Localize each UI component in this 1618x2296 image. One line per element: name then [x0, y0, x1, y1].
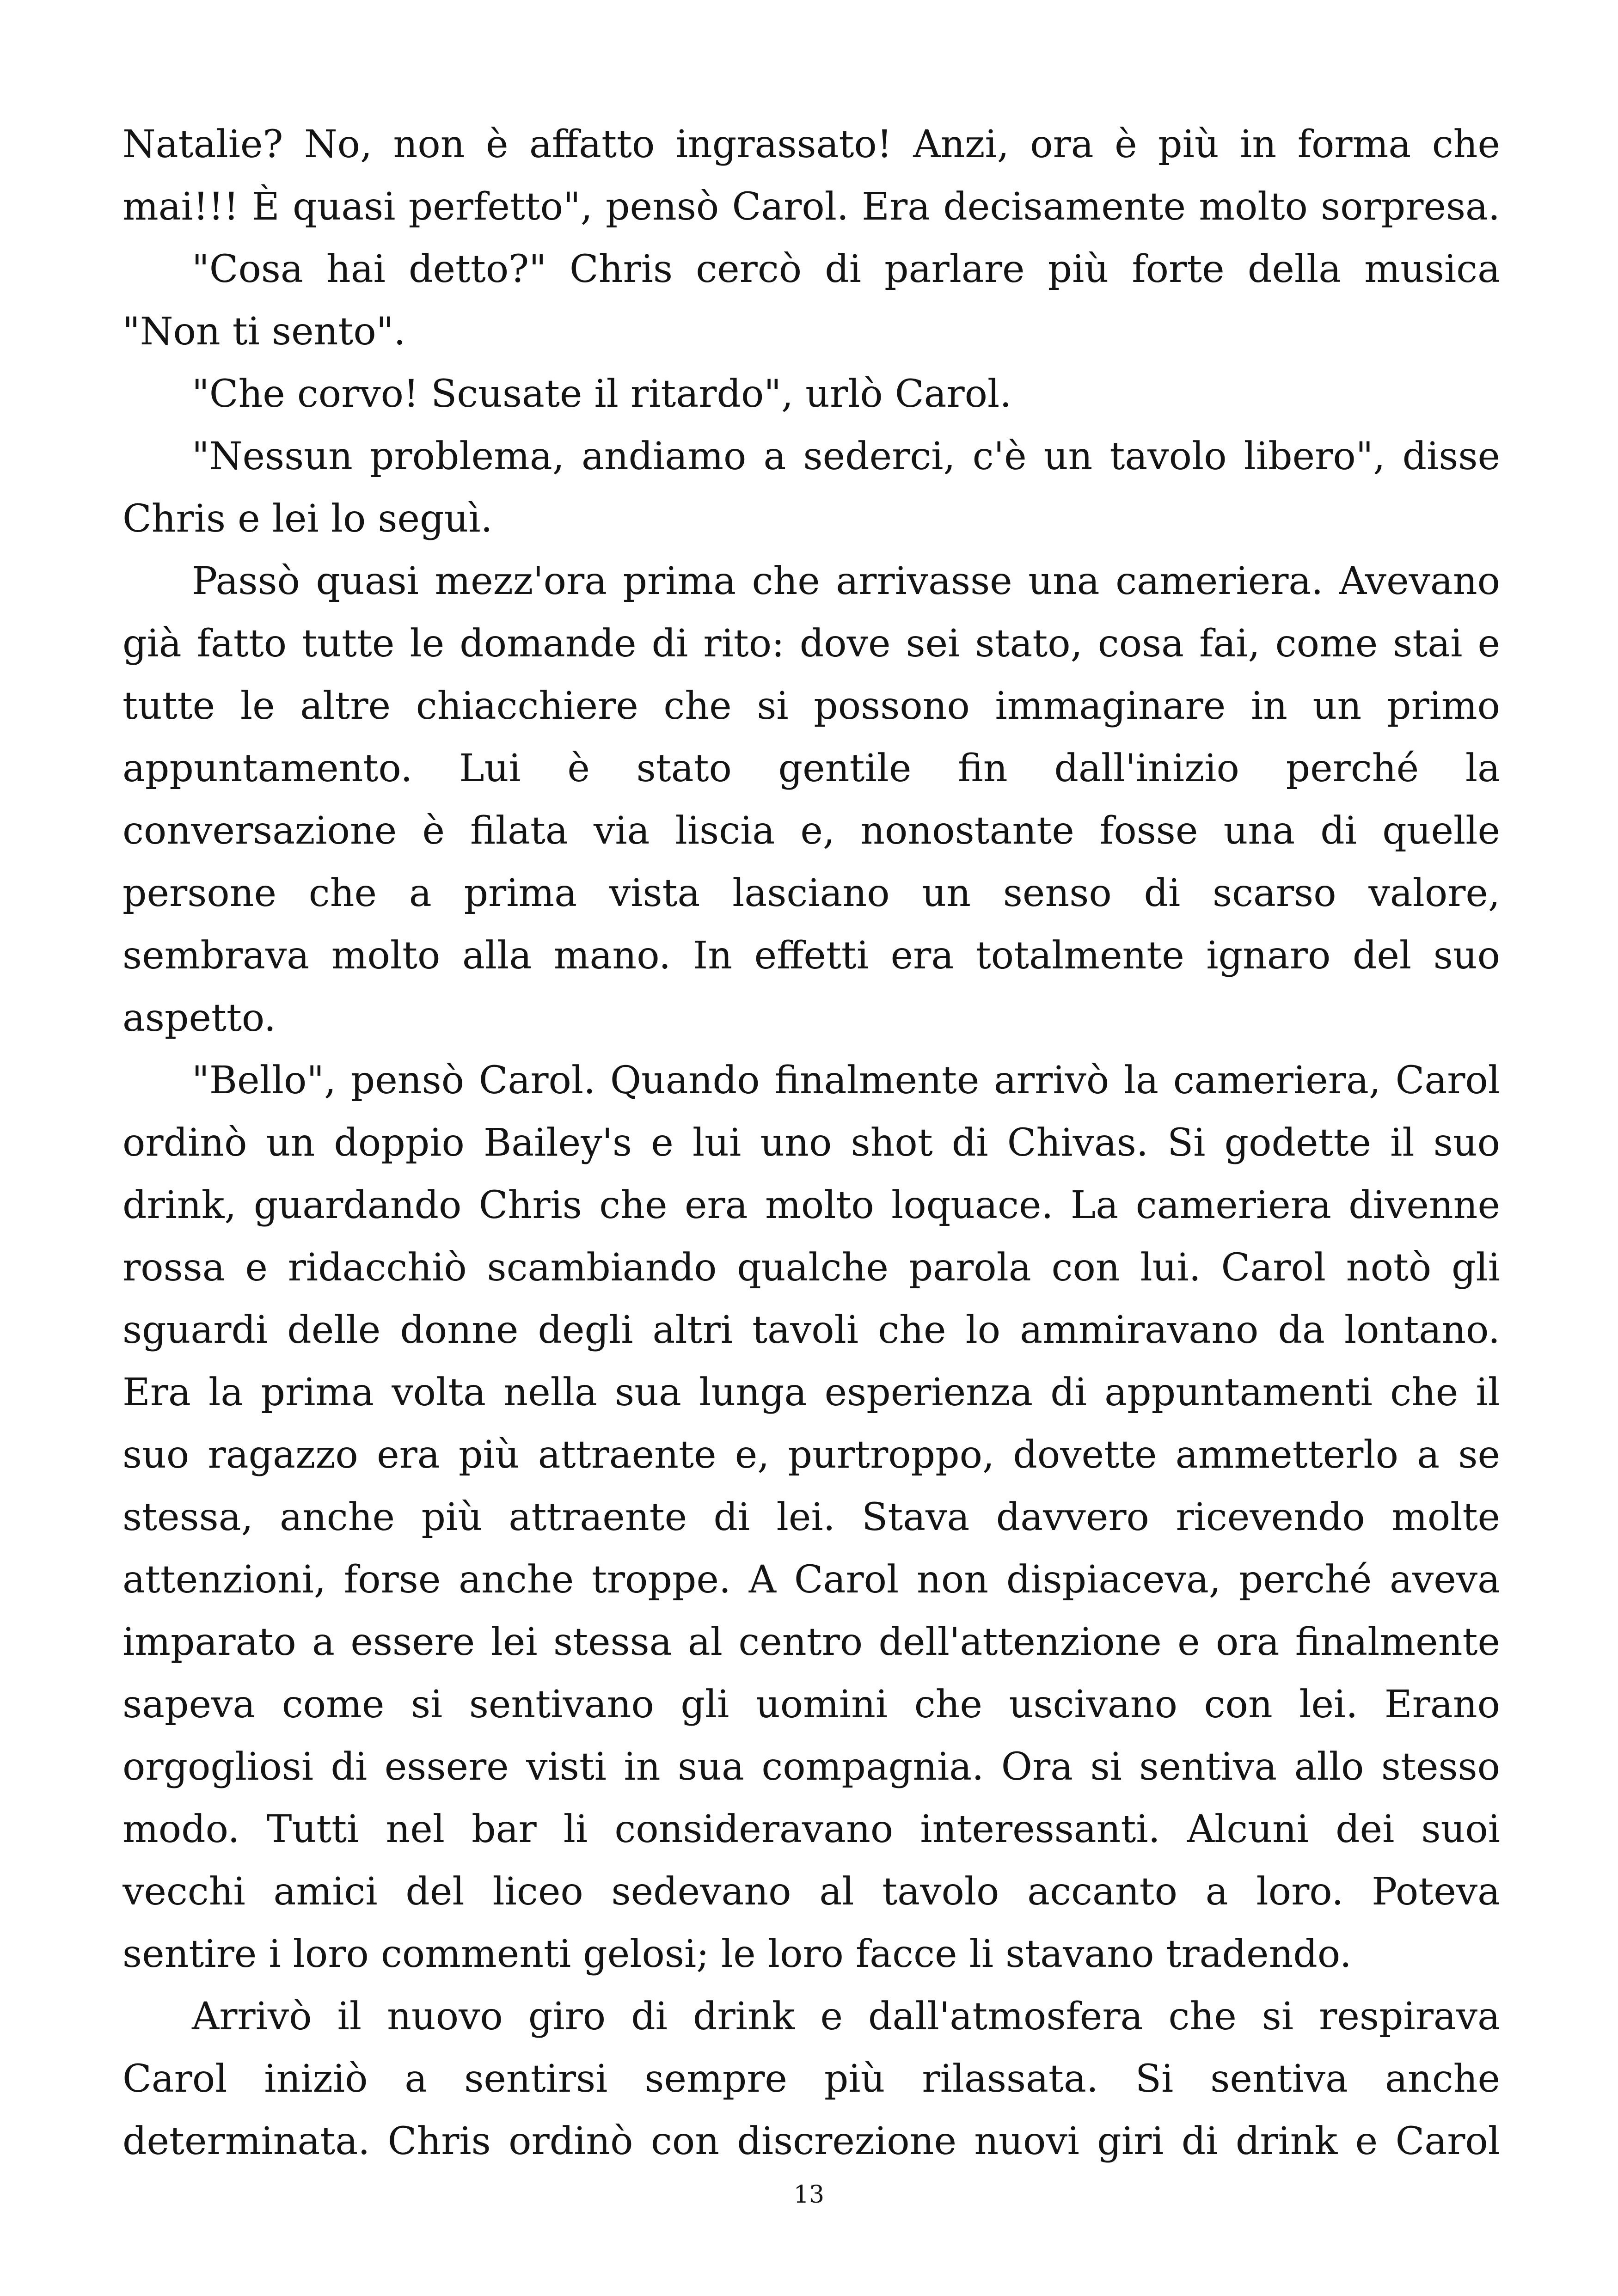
text-line: già fatto tutte le domande di rito: dove sei stato, cosa fai, come stai e	[123, 622, 1500, 666]
text-line: determinata. Chris ordinò con discrezione nuovi giri di drink e Carol	[123, 2119, 1500, 2163]
text-line: stessa, anche più attraente di lei. Stava davvero ricevendo molte	[123, 1495, 1500, 1539]
text-line: sentire i loro commenti gelosi; le loro facce li stavano tradendo.	[123, 1932, 1352, 1976]
page-number: 13	[793, 2181, 825, 2209]
text-line: vecchi amici del liceo sedevano al tavolo accanto a loro. Poteva	[123, 1870, 1500, 1914]
text-line: sembrava molto alla mano. In effetti era totalmente ignaro del suo	[123, 934, 1500, 978]
text-line: tutte le altre chiacchiere che si possono immaginare in un primo	[123, 684, 1500, 728]
text-line: persone che a prima vista lasciano un senso di scarso valore,	[123, 871, 1500, 915]
page-body	[123, 113, 1500, 2173]
text-line: "Bello", pensò Carol. Quando finalmente arrivò la cameriera, Carol	[192, 1059, 1500, 1102]
text-line: Chris e lei lo seguì.	[123, 497, 493, 541]
text-line: "Che corvo! Scusate il ritardo", urlò Carol.	[192, 372, 1012, 416]
text-line: drink, guardando Chris che era molto loquace. La cameriera divenne	[123, 1183, 1500, 1227]
text-line: mai!!! È quasi perfetto", pensò Carol. Era decisamente molto sorpresa.	[123, 185, 1500, 229]
text-line: "Cosa hai detto?" Chris cercò di parlare più forte della musica	[192, 247, 1500, 291]
text-line: attenzioni, forse anche troppe. A Carol non dispiaceva, perché aveva	[123, 1558, 1500, 1602]
text-line: aspetto.	[123, 996, 276, 1040]
text-block	[123, 113, 1500, 2173]
text-line: sguardi delle donne degli altri tavoli che lo ammiravano da lontano.	[123, 1308, 1500, 1352]
text-line: suo ragazzo era più attraente e, purtroppo, dovette ammetterlo a se	[123, 1433, 1500, 1477]
text-line: ordinò un doppio Bailey's e lui uno shot di Chivas. Si godette il suo	[123, 1121, 1500, 1165]
text-line: imparato a essere lei stessa al centro dell'attenzione e ora finalmente	[123, 1620, 1500, 1664]
text-line: modo. Tutti nel bar li consideravano interessanti. Alcuni dei suoi	[123, 1807, 1500, 1851]
text-line: appuntamento. Lui è stato gentile fin dall'inizio perché la	[123, 747, 1500, 790]
text-line: rossa e ridacchiò scambiando qualche parola con lui. Carol notò gli	[123, 1246, 1500, 1290]
text-line: Carol iniziò a sentirsi sempre più rilassata. Si sentiva anche	[123, 2057, 1500, 2101]
text-line: Passò quasi mezz'ora prima che arrivasse una cameriera. Avevano	[192, 559, 1500, 603]
text-line: "Non ti sento".	[123, 310, 406, 354]
text-line: Era la prima volta nella sua lunga esperienza di appuntamenti che il	[123, 1371, 1500, 1414]
text-line: sapeva come si sentivano gli uomini che uscivano con lei. Erano	[123, 1683, 1500, 1727]
text-line: conversazione è filata via liscia e, nonostante fosse una di quelle	[123, 809, 1500, 853]
text-line: Arrivò il nuovo giro di drink e dall'atmosfera che si respirava	[192, 1995, 1500, 2039]
text-line: Natalie? No, non è affatto ingrassato! Anzi, ora è più in forma che	[123, 122, 1500, 166]
text-line: orgogliosi di essere visti in sua compagnia. Ora si sentiva allo stesso	[123, 1745, 1500, 1789]
text-line: "Nessun problema, andiamo a sederci, c'è un tavolo libero", disse	[192, 435, 1500, 478]
